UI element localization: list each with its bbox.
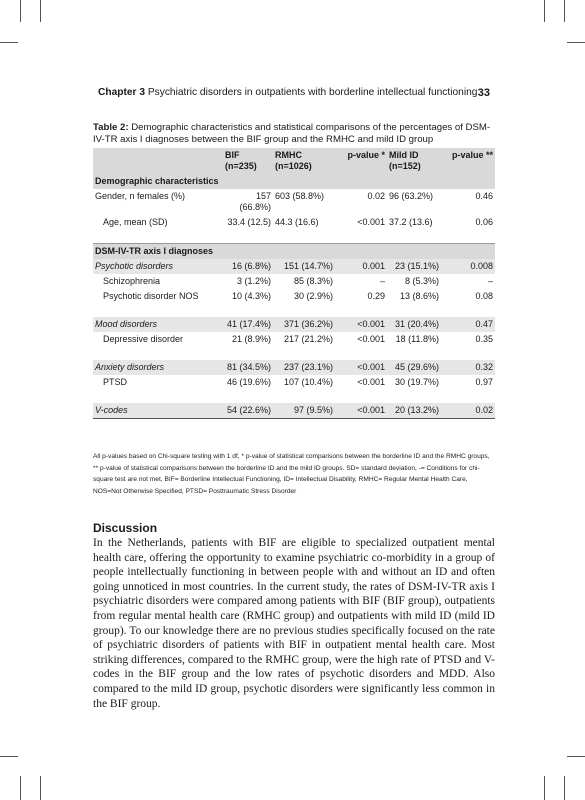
cell-bif [223,215,273,230]
crop-mark [567,756,585,757]
running-head [98,87,490,98]
demographics-label: Demographic characteristics [93,174,495,189]
cell-bif-percent: (66.8%) [239,202,271,212]
row-label: PTSD [103,377,128,387]
crop-mark [20,0,21,22]
table-row [93,215,495,230]
cell-bif-value: 157 [255,191,271,201]
crop-mark [40,776,41,800]
section-label: DSM-IV-TR axis I diagnoses [93,244,495,260]
table-row [93,289,495,304]
table-caption-label: Table 2: [93,122,129,133]
page-number: 33 [477,87,490,99]
cell-bif: 3 (1.2%) [236,276,271,286]
cell-mildid: 37.2 (13.6) [389,217,433,227]
crop-mark [564,0,565,22]
chapter-title: Psychiatric disorders in outpatients with borderline intellectual functioning [147,87,478,98]
header-bif: BIF (n=235) [223,148,273,174]
cell-p2: 0.47 [441,317,495,332]
cell-rmhc: 107 (10.4%) [283,377,333,387]
cell-p1: – [379,276,385,286]
crop-mark [0,756,18,757]
category-row [93,317,495,332]
cell-bif: 21 (8.9%) [231,334,271,344]
spacer-cell [93,347,495,360]
table-caption [93,122,495,146]
cell-p1: <0.001 [335,403,387,419]
discussion-heading: Discussion [93,521,158,535]
row-label: Mood disorders [93,317,223,332]
cell-p2: 0.02 [441,403,495,419]
crop-mark [0,42,18,43]
header-mildid: Mild ID (n=152) [387,148,441,174]
row-label: Schizophrenia [103,276,161,286]
cell-mildid: 31 (20.4%) [387,317,441,332]
cell-rmhc: 44.3 (16.6) [275,217,319,227]
cell-bif [223,189,273,215]
discussion-paragraph: In the Netherlands, patients with BIF are eligible to specialized outpatient mental health care, offering the opportunity to examine psychiatric co-morbidity in a group of people intellectually functioning in between people with and without an ID and often going unnoticed in most countries. In the current study, the rates of DSM-IV-TR axis I psychiatric disorders were compared among patients with BIF (BIF group), outpatients from regular mental health care (RMHC group) and outpatients with mild ID (mild ID group). To our knowledge there are no previous studies specifically focused on the rate of psychiatric disorders of patients with BIF in outpatient mental health care. Most striking differences, compared to the RMHC group, were the high rate of PTSD and V-codes in the BIF group and the low rates of psychotic disorders and MDD. Also compared to the mild ID group, psychotic disorders were significantly less common in the BIF group. [93,537,495,710]
header-p1: p-value * [335,148,387,174]
cell-p1: 0.001 [335,259,387,274]
spacer-cell [93,390,495,403]
cell-rmhc: 217 (21.2%) [283,334,333,344]
category-row [93,403,495,419]
spacer-row [93,304,495,317]
category-row [93,259,495,274]
cell-p2: – [487,276,493,286]
cell-rmhc: 371 (36.2%) [273,317,335,332]
cell-p1: <0.001 [357,377,385,387]
table-row [93,274,495,289]
cell-mildid: 13 (8.6%) [399,291,439,301]
cell-mildid: 18 (11.8%) [395,334,439,344]
cell-p1: <0.001 [357,217,385,227]
row-label: Anxiety disorders [93,360,223,375]
cell-p2: 0.06 [475,217,493,227]
cell-rmhc: 603 (58.8%) [275,191,325,201]
cell-bif: 41 (17.4%) [223,317,273,332]
cell-p2: 0.008 [441,259,495,274]
crop-mark [564,776,565,800]
cell-bif-value: 33.4 (12.5) [227,217,271,227]
table-row [93,375,495,390]
demographics-header-row [93,174,495,189]
cell-p1: 0.29 [367,291,385,301]
row-label: Depressive disorder [103,334,184,344]
row-label: Psychotic disorders [93,259,223,274]
header-p2: p-value ** [441,148,495,174]
cell-mildid: 30 (19.7%) [394,377,439,387]
row-label: Gender, n females (%) [95,191,186,201]
cell-p2: 0.35 [475,334,493,344]
cell-p2: 0.08 [475,291,493,301]
crop-mark [40,0,41,22]
cell-bif: 16 (6.8%) [223,259,273,274]
cell-p1: <0.001 [335,317,387,332]
section-header-row [93,244,495,260]
header-rmhc: RMHC (n=1026) [273,148,335,174]
table-footnote: All p-values based on Chi-square testing with 1 df, * p-value of statistical comparisons between the borderline ID and the RMHC groups, ** p-value of statistical comparisons between the borderline ID and the mild ID groups. SD= standard deviation, -= Conditions for chi-square test are not met, BIF= Borderline Intellectual Functioning, ID= Intellectual Disability, RMHC= Regular Mental Health Care, NOS=Not Otherwise Specified, PTSD= Posttraumatic Stress Disorder [93,453,490,495]
chapter-label: Chapter 3 [98,87,145,98]
header-blank [93,148,223,174]
cell-rmhc: 85 (8.3%) [293,276,333,286]
spacer-row [93,230,495,244]
cell-p1: <0.001 [357,334,385,344]
spacer-cell [93,304,495,317]
table-row [93,189,495,215]
category-row [93,360,495,375]
cell-rmhc: 97 (9.5%) [273,403,335,419]
cell-mildid: 20 (13.2%) [387,403,441,419]
cell-rmhc: 30 (2.9%) [293,291,333,301]
spacer-cell [93,230,495,244]
cell-mildid: 23 (15.1%) [387,259,441,274]
table-body [93,148,495,419]
cell-bif: 54 (22.6%) [223,403,273,419]
cell-mildid: 45 (29.6%) [387,360,441,375]
cell-p2: 0.97 [475,377,493,387]
table-row [93,332,495,347]
data-table [93,148,495,419]
cell-mildid: 8 (5.3%) [404,276,439,286]
crop-mark [567,42,585,43]
cell-bif: 46 (19.6%) [226,377,271,387]
crop-mark [20,776,21,800]
row-label: Psychotic disorder NOS [103,291,199,301]
cell-bif: 81 (34.5%) [223,360,273,375]
cell-p2: 0.46 [475,191,493,201]
row-label: Age, mean (SD) [103,217,168,227]
row-label: V-codes [93,403,223,419]
cell-mildid: 96 (63.2%) [389,191,434,201]
crop-mark [544,776,545,800]
table-caption-text: Demographic characteristics and statistical comparisons of the percentages of DSM-IV-TR axis I diagnoses between the BIF group and the RMHC and mild ID group [93,122,491,145]
cell-p1: <0.001 [335,360,387,375]
cell-bif: 10 (4.3%) [231,291,271,301]
spacer-row [93,347,495,360]
crop-mark [544,0,545,22]
cell-rmhc: 151 (14.7%) [273,259,335,274]
cell-rmhc: 237 (23.1%) [273,360,335,375]
spacer-row [93,390,495,403]
table-header-row [93,148,495,174]
cell-p1: 0.02 [367,191,385,201]
cell-p2: 0.32 [441,360,495,375]
